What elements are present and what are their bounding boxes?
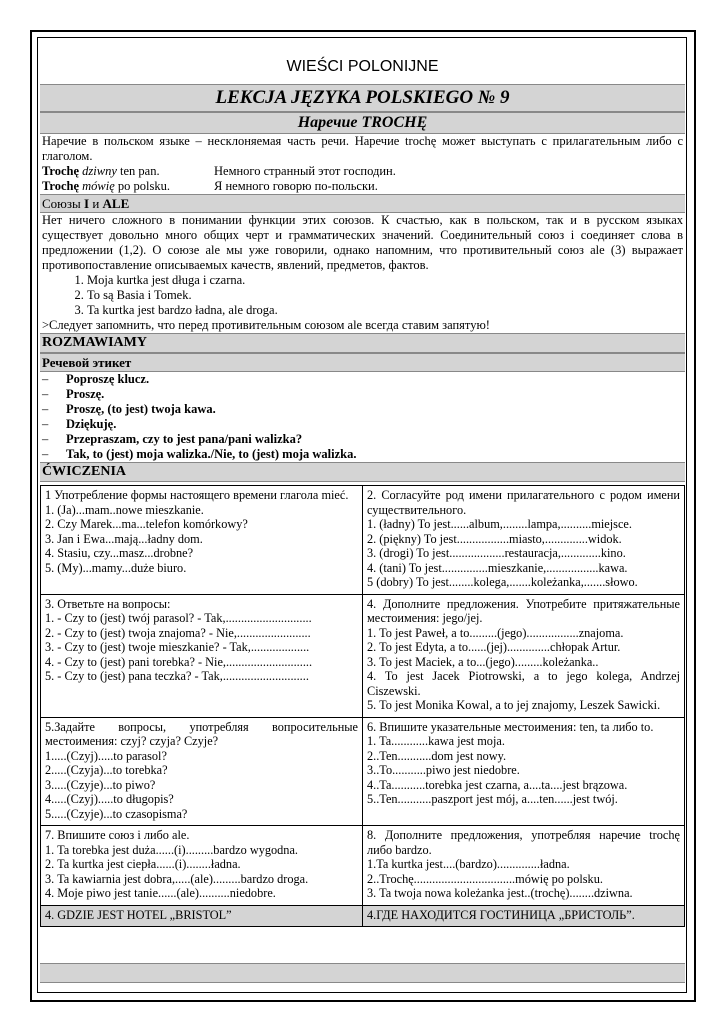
example-italic: dziwny — [82, 164, 117, 178]
exercise-title: 4. Дополните предложения. Употребите притяжательные местоимения: jego/jej. — [367, 596, 680, 625]
example-rest: ten pan. — [116, 164, 160, 178]
conjunctions-paragraph: Нет ничего сложного в понимании функции этих союзов. К счастью, как в польском, так и в русском языках существует довольно много общих черт и грамматических значений. Соединительный союз i соединяет слова в предложении (1,2). О союзе ale мы уже говорили, однако напомним, что противительный союз ale (3) выражает противопоставление описываемых качеств, явлений, предметов, фактов. — [42, 213, 683, 272]
exercise-5: 5.Задайте вопросы, употребляя вопросительные местоимения: czyj? czyja? Czyje? 1.....(Czyj).....to parasol? 2.....(Czyja)...to torebka? 3.....(Czyje)...to piwo? 4.....(Czyj).....to długopis? 5.....(Czyje)...to czasopisma? — [41, 717, 363, 826]
exercise-title: 1 Употребление формы настоящего времени глагола mieć. — [45, 488, 349, 502]
list-item: 1. Moja kurtka jest długa i czarna. — [87, 273, 685, 288]
example-word: Trochę — [42, 179, 80, 193]
exercise-6: 6. Впишите указательные местоимения: ten, ta либо to. 1. Ta............kawa jest moja. 2..Ten...........dom jest nowy. 3..To...........piwo jest niedobre. 4..Ta...........torebka jest czarna, a....ta....jest brązowa. 5..Ten...........paszport jest mój, a....ten......jest twój. — [363, 717, 685, 826]
example-word: Trochę — [42, 164, 80, 178]
exercise-title: 2. Согласуйте род имени прилагательного с родом имени существительного. — [367, 488, 680, 517]
phrase-item: – Dziękuję. — [42, 417, 117, 431]
exercise-title: 8. Дополните предложения, употребляя наречие trochę либо bardzo. — [367, 828, 680, 857]
exercise-1: 1 Употребление формы настоящего времени глагола mieć. 1. (Ja)...mam..nowe mieszkanie. 2. Czy Marek...ma...telefon komórkowy? 3. Jan i Ewa...mają...ładny dom. 4. Stasiu, czy...masz...drobne? 5. (My)...mamy...duże biuro. — [41, 486, 363, 595]
conjunctions-heading: Союзы I и ALE — [40, 194, 685, 213]
phrase-item: – Tak, to (jest) moja walizka./Nie, to (jest) moja walizka. — [42, 447, 357, 461]
intro-paragraph: Наречие в польском языке – несклоняемая часть речи. Наречие trochę может выступать с прилагательным либо с глаголом. — [42, 134, 683, 163]
example-translation: Я немного говорю по-польски. — [214, 179, 378, 193]
lesson-subtitle: Наречие TROCHĘ — [40, 112, 685, 134]
conjunctions-list — [40, 273, 685, 318]
exercise-title: 3. Ответьте на вопросы: — [45, 596, 171, 611]
cwiczenia-heading: ĆWICZENIA — [40, 462, 685, 482]
exercise-title: 7. Впишите союз i либо ale. — [45, 828, 190, 842]
conjunctions-note: >Следует запомнить, что перед противительным союзом ale всегда ставим запятую! — [42, 318, 490, 332]
exercise-title: 5.Задайте вопросы, употребляя вопросительные местоимения: czyj? czyja? Czyje? — [45, 719, 358, 748]
phrase-item: – Przepraszam, czy to jest pana/pani walizka? — [42, 432, 303, 446]
phrase-item: – Poproszę klucz. — [42, 372, 150, 386]
exercise-3: 3. Ответьте на вопросы: 1. - Czy to (jest) twój parasol? - Tak,............................ 2. - Czy to (jest) twoja znajoma? - Nie,........................ 3. - Czy to (jest) twoje mieszkanie? - Tak,................... 4. - Czy to (jest) pani torebka? - Nie,............................ 5. - Czy to (jest) pana teczka? - Tak,............................ — [41, 594, 363, 717]
example-row — [40, 164, 685, 179]
exercise-title: 6. Впишите указательные местоимения: ten, ta либо to. — [367, 719, 654, 734]
phrase-item: – Proszę, (to jest) twoja kawa. — [42, 402, 216, 416]
example-italic: mówię — [82, 179, 115, 193]
newsletter-content — [40, 52, 685, 927]
example-translation: Немного странный этот господин. — [214, 164, 396, 178]
etiquette-heading: Речевой этикет — [40, 353, 685, 372]
list-item: 2. To są Basia i Tomek. — [87, 288, 685, 303]
footer-heading-polish: 4. GDZIE JEST HOTEL „BRISTOL” — [41, 905, 363, 927]
bottom-band — [40, 963, 685, 983]
phrase-item: – Proszę. — [42, 387, 105, 401]
rozmawiamy-heading: ROZMAWIAMY — [40, 333, 685, 353]
exercise-7: 7. Впишите союз i либо ale. 1. Ta torebka jest duża......(i).........bardzo wygodna. 2. Ta kurtka jest ciepła......(i)........ładna. 3. Ta kawiarnia jest dobra,.....(ale).........bardzo droga. 4. Moje piwo jest tanie......(ale)..........niedobre. — [41, 826, 363, 906]
example-row — [40, 179, 685, 194]
list-item: 3. Ta kurtka jest bardzo ładna, ale droga. — [87, 303, 685, 318]
exercise-2: 2. Согласуйте род имени прилагательного с родом имени существительного. 1. (ładny) To jest......album,........lampa,..........miejsce. 2. (piękny) To jest.................miasto,..............widok. 3. (drogi) To jest..................restauracja,.............kino. 4. (tani) To jest...............mieszkanie,.................kawa. 5 (dobry) To jest........kolega,.......koleżanka,.......słowo. — [363, 486, 685, 595]
newsletter-header: WIEŚCI POLONIJNE — [286, 58, 439, 75]
footer-heading-russian: 4.ГДЕ НАХОДИТСЯ ГОСТИНИЦА „БРИСТОЛЬ”. — [363, 905, 685, 927]
example-rest: po polsku. — [114, 179, 171, 193]
exercise-4: 4. Дополните предложения. Употребите притяжательные местоимения: jego/jej. 1. To jest Paweł, a to.........(jego).................znajoma. 2. To jest Edyta, a to......(jej)..............chłopak Artur. 3. To jest Maciek, a to...(jego).........koleżanka.. 4. To jest Jacek Piotrowski, a to jego kolega, Andrzej Ciszewski. 5. To jest Monika Kowal, a to jej znajomy, Leszek Sawicki. — [363, 594, 685, 717]
exercises-table — [40, 485, 685, 927]
exercise-8: 8. Дополните предложения, употребляя наречие trochę либо bardzo. 1.Ta kurtka jest....(bardzo)..............ładna. 2..Trochę.................................mówię po polsku. 3. Ta twoja nowa koleżanka jest..(trochę)........dziwna. — [363, 826, 685, 906]
lesson-title: LEKCJA JĘZYKA POLSKIEGO № 9 — [40, 84, 685, 112]
